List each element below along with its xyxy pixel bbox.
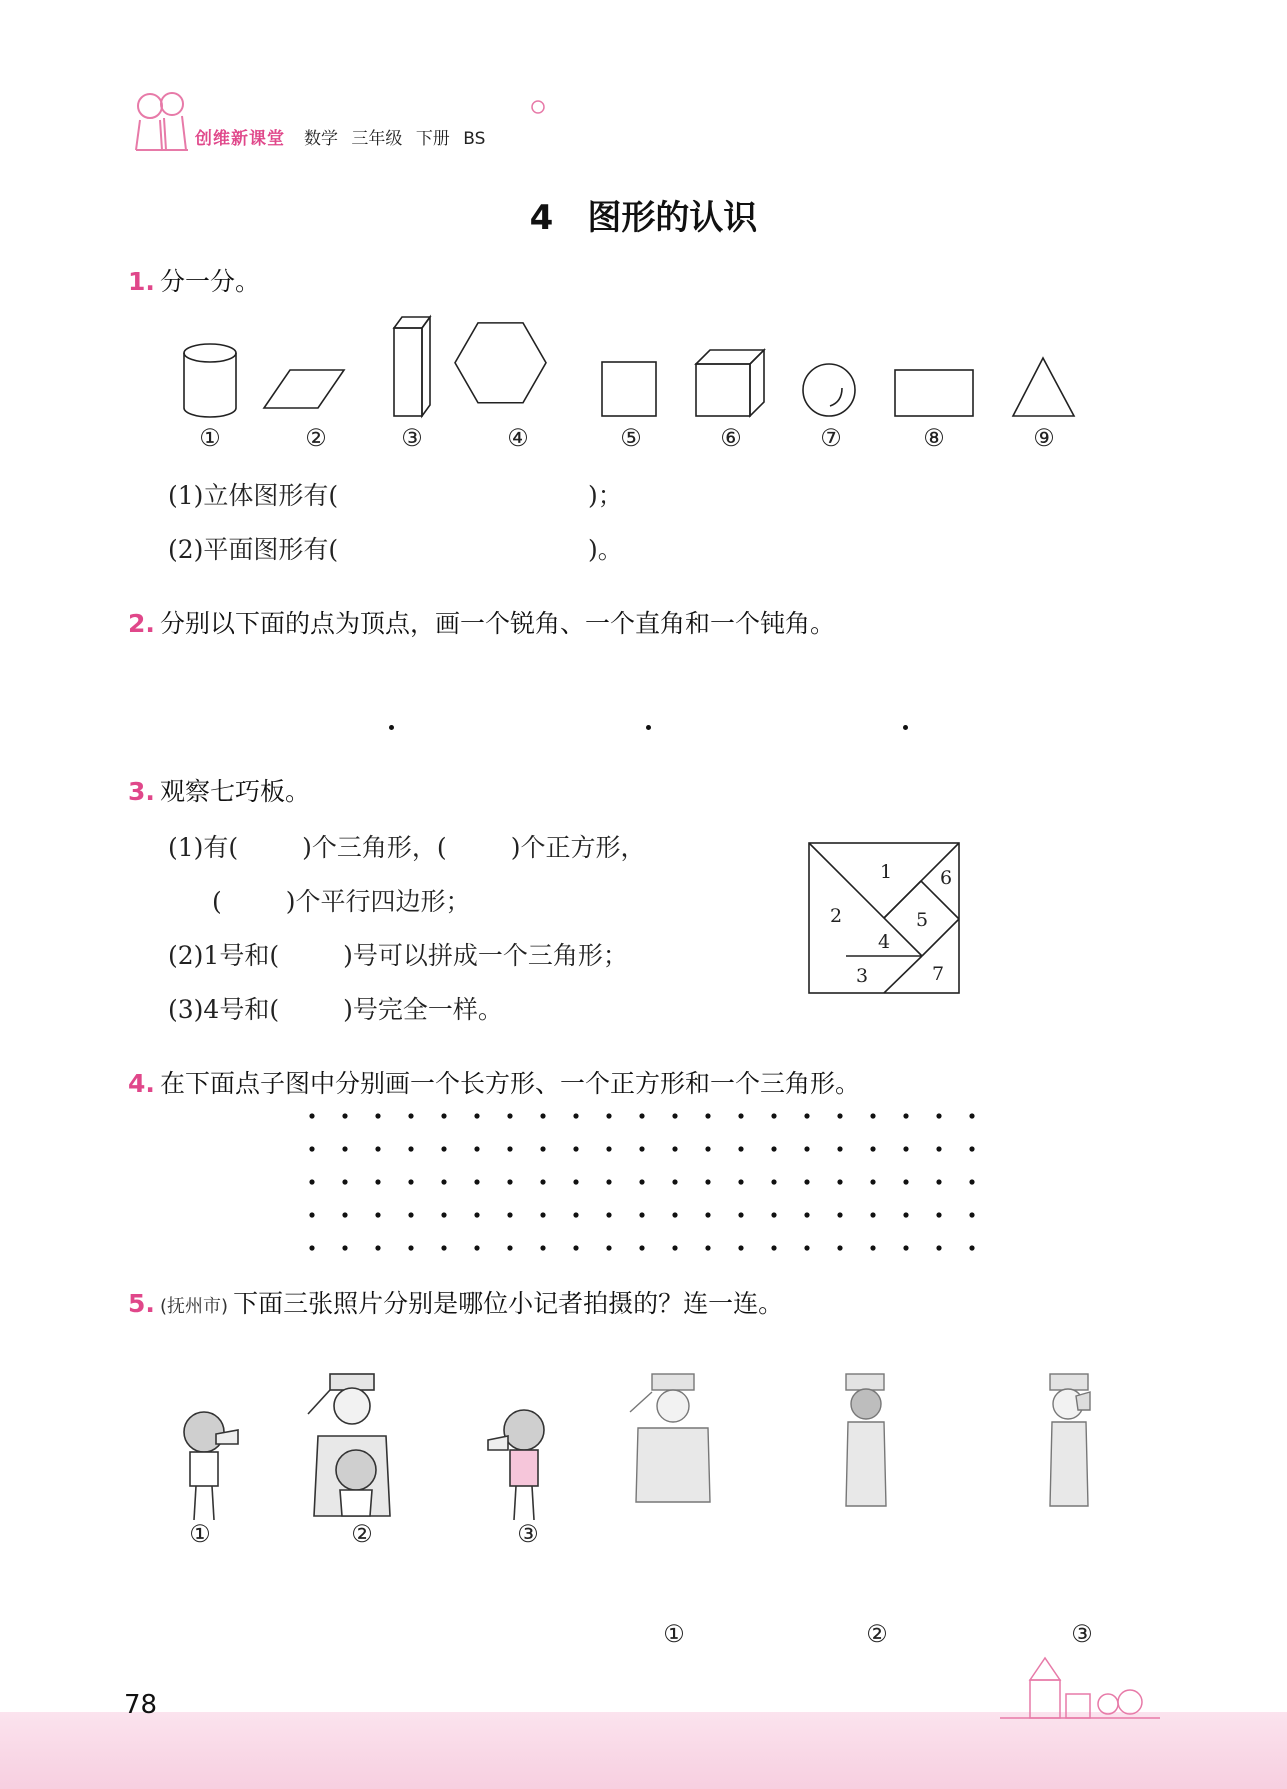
grid-dot[interactable] [738, 1179, 743, 1184]
grid-dot[interactable] [936, 1146, 941, 1151]
grid-dot[interactable] [672, 1146, 677, 1151]
grid-dot[interactable] [771, 1245, 776, 1250]
grid-dot[interactable] [408, 1113, 413, 1118]
shape-label: ③ [401, 424, 423, 452]
tangram-label: 1 [880, 861, 893, 883]
flower-decoration-icon [528, 98, 548, 116]
grid-dot[interactable] [573, 1146, 578, 1151]
grid-dot[interactable] [507, 1146, 512, 1151]
question-text: 分别以下面的点为顶点，画一个锐角、一个直角和一个钝角。 [160, 609, 836, 638]
q1-sub2-prompt: (2)平面图形有( [168, 535, 339, 564]
tall-cuboid-shape [394, 317, 430, 416]
grid-dot[interactable] [606, 1179, 611, 1184]
grid-dot[interactable] [309, 1113, 314, 1118]
cylinder-shape [184, 344, 236, 417]
grid-dot[interactable] [738, 1245, 743, 1250]
grid-dot[interactable] [903, 1146, 908, 1151]
grid-dot[interactable] [771, 1212, 776, 1217]
grid-dot[interactable] [606, 1245, 611, 1250]
grid-dot[interactable] [441, 1179, 446, 1184]
grid-dot[interactable] [474, 1113, 479, 1118]
question-number: 1. [128, 267, 155, 296]
grid-dot[interactable] [738, 1212, 743, 1217]
grid-dot[interactable] [441, 1245, 446, 1250]
q1-sub1-prompt: (1)立体图形有( [168, 481, 339, 510]
header-brand: 创维新课堂 [195, 129, 285, 149]
question-text: 在下面点子图中分别画一个长方形、一个正方形和一个三角形。 [160, 1069, 861, 1098]
q1-answer-blank-plane[interactable] [382, 532, 584, 562]
tangram-label: 7 [932, 963, 945, 985]
grid-dot[interactable] [738, 1113, 743, 1118]
square-shape [602, 362, 656, 416]
page-number: 78 [124, 1690, 158, 1720]
grid-dot[interactable] [804, 1113, 809, 1118]
grid-dot[interactable] [408, 1179, 413, 1184]
grid-dot[interactable] [903, 1245, 908, 1250]
photo-2-figure[interactable] [836, 1370, 896, 1510]
grid-dot[interactable] [903, 1113, 908, 1118]
grid-dot[interactable] [540, 1212, 545, 1217]
reporter-label: ① [189, 1520, 211, 1548]
grid-dot[interactable] [936, 1245, 941, 1250]
hexagon-shape [455, 323, 546, 403]
reporter-label: ② [351, 1520, 373, 1548]
grid-dot[interactable] [639, 1179, 644, 1184]
grid-dot[interactable] [837, 1179, 842, 1184]
question-number: 2. [128, 609, 155, 638]
grid-dot[interactable] [375, 1245, 380, 1250]
question-number: 3. [128, 777, 155, 806]
grid-dot[interactable] [639, 1113, 644, 1118]
header-edition: BS [463, 129, 486, 149]
grid-dot[interactable] [837, 1113, 842, 1118]
grid-dot[interactable] [474, 1179, 479, 1184]
grid-dot[interactable] [705, 1179, 710, 1184]
grid-dot[interactable] [540, 1179, 545, 1184]
grid-dot[interactable] [408, 1245, 413, 1250]
shape-label: ⑦ [820, 424, 842, 452]
grid-dot[interactable] [936, 1179, 941, 1184]
grid-dot[interactable] [771, 1113, 776, 1118]
grid-dot[interactable] [639, 1245, 644, 1250]
reporter-1-figure [172, 1404, 244, 1524]
grid-dot[interactable] [573, 1245, 578, 1250]
footer-band [0, 1712, 1287, 1789]
grid-dot[interactable] [705, 1113, 710, 1118]
grid-dot[interactable] [870, 1146, 875, 1151]
grid-dot[interactable] [936, 1212, 941, 1217]
photo-1-figure[interactable] [624, 1370, 720, 1504]
grid-dot[interactable] [672, 1179, 677, 1184]
q3-line2: ( )个平行四边形； [212, 887, 471, 916]
grid-dot[interactable] [309, 1245, 314, 1250]
grid-dot[interactable] [672, 1245, 677, 1250]
grid-dot[interactable] [969, 1146, 974, 1151]
shape-label: ④ [507, 424, 529, 452]
grid-dot[interactable] [672, 1113, 677, 1118]
shape-label: ⑧ [923, 424, 945, 452]
grid-dot[interactable] [969, 1212, 974, 1217]
grid-dot[interactable] [606, 1146, 611, 1151]
question-text: 分一分。 [160, 267, 261, 296]
grid-dot[interactable] [837, 1245, 842, 1250]
header-info [304, 124, 493, 149]
grid-dot[interactable] [738, 1146, 743, 1151]
cube-shape [696, 350, 764, 416]
grid-dot[interactable] [342, 1245, 347, 1250]
grid-dot[interactable] [309, 1212, 314, 1217]
grid-dot[interactable] [375, 1179, 380, 1184]
grid-dot[interactable] [705, 1212, 710, 1217]
header-volume: 下册 [415, 129, 450, 149]
grid-dot[interactable] [672, 1212, 677, 1217]
grid-dot[interactable] [507, 1212, 512, 1217]
q1-answer-blank-solid[interactable] [382, 478, 584, 508]
grid-dot[interactable] [771, 1179, 776, 1184]
grid-dot[interactable] [375, 1212, 380, 1217]
grid-dot[interactable] [507, 1179, 512, 1184]
grid-dot[interactable] [969, 1179, 974, 1184]
photo-label: ② [866, 1620, 888, 1648]
grid-dot[interactable] [474, 1245, 479, 1250]
question-text: 下面三张照片分别是哪位小记者拍摄的？连一连。 [233, 1289, 784, 1318]
grid-dot[interactable] [870, 1212, 875, 1217]
grid-dot[interactable] [705, 1146, 710, 1151]
photo-3-figure[interactable] [1040, 1370, 1100, 1510]
shape-label: ⑤ [620, 424, 642, 452]
question-source: (抚州市) [160, 1296, 229, 1317]
header-subject: 数学 [304, 129, 338, 149]
header-mascot-icon [126, 86, 196, 156]
grid-dot[interactable] [837, 1212, 842, 1217]
shape-label: ⑥ [720, 424, 742, 452]
grid-dot[interactable] [573, 1179, 578, 1184]
question-text: 观察七巧板。 [160, 777, 311, 806]
grid-dot[interactable] [441, 1146, 446, 1151]
grid-dot[interactable] [342, 1212, 347, 1217]
question-2 [128, 604, 835, 640]
grid-dot[interactable] [606, 1113, 611, 1118]
grid-dot[interactable] [804, 1212, 809, 1217]
grid-dot[interactable] [375, 1146, 380, 1151]
page-title: 4 图形的认识 [529, 198, 758, 238]
grid-dot[interactable] [540, 1245, 545, 1250]
grid-dot[interactable] [474, 1146, 479, 1151]
shape-label: ② [305, 424, 327, 452]
parallelogram-shape [264, 370, 344, 408]
grid-dot[interactable] [936, 1113, 941, 1118]
grid-dot[interactable] [969, 1113, 974, 1118]
grid-dot[interactable] [441, 1113, 446, 1118]
grid-dot[interactable] [507, 1113, 512, 1118]
rectangle-shape [895, 370, 973, 416]
tangram-label: 2 [830, 905, 843, 927]
dot-grid[interactable] [306, 1110, 996, 1260]
shape-label: ⑨ [1033, 424, 1055, 452]
reporter-3-figure [484, 1404, 564, 1524]
tangram-label: 5 [916, 909, 929, 931]
grid-dot[interactable] [804, 1179, 809, 1184]
question-number: 5. [128, 1289, 155, 1318]
vertex-dot[interactable] [646, 725, 651, 730]
shape-label: ① [199, 424, 221, 452]
q3-line4: (3)4号和( )号完全一样。 [168, 995, 503, 1024]
tangram-label: 4 [878, 931, 891, 953]
grid-dot[interactable] [441, 1212, 446, 1217]
grid-dot[interactable] [507, 1245, 512, 1250]
vertex-dot[interactable] [389, 725, 394, 730]
question-number: 4. [128, 1069, 155, 1098]
q1-sub2-end: )。 [588, 535, 623, 564]
tangram-figure [808, 842, 962, 996]
grid-dot[interactable] [804, 1146, 809, 1151]
reporter-2-figure [300, 1366, 400, 1526]
grid-dot[interactable] [342, 1113, 347, 1118]
grid-dot[interactable] [606, 1212, 611, 1217]
grid-dot[interactable] [573, 1212, 578, 1217]
q1-sub1-end: )； [588, 481, 623, 510]
tangram-label: 3 [856, 965, 869, 987]
grid-dot[interactable] [375, 1113, 380, 1118]
grid-dot[interactable] [804, 1245, 809, 1250]
grid-dot[interactable] [309, 1179, 314, 1184]
tangram-label: 6 [940, 867, 953, 889]
circle-shape [803, 364, 855, 416]
grid-dot[interactable] [837, 1146, 842, 1151]
question-1 [128, 262, 260, 298]
grid-dot[interactable] [342, 1179, 347, 1184]
grid-dot[interactable] [639, 1146, 644, 1151]
vertex-dot[interactable] [903, 725, 908, 730]
q3-line3: (2)1号和( )号可以拼成一个三角形； [168, 941, 628, 970]
grid-dot[interactable] [705, 1245, 710, 1250]
photo-label: ③ [1071, 1620, 1093, 1648]
question-4 [128, 1064, 860, 1100]
triangle-shape [1013, 358, 1074, 416]
grid-dot[interactable] [342, 1146, 347, 1151]
photo-label: ① [663, 1620, 685, 1648]
question-5 [128, 1284, 783, 1320]
grid-dot[interactable] [771, 1146, 776, 1151]
castle-decoration-icon [990, 1650, 1170, 1720]
reporter-label: ③ [517, 1520, 539, 1548]
grid-dot[interactable] [408, 1146, 413, 1151]
q1-shapes-figure [170, 310, 1090, 420]
q3-line1: (1)有( )个三角形，( )个正方形， [168, 833, 646, 862]
grid-dot[interactable] [870, 1179, 875, 1184]
grid-dot[interactable] [969, 1245, 974, 1250]
grid-dot[interactable] [573, 1113, 578, 1118]
grid-dot[interactable] [870, 1245, 875, 1250]
grid-dot[interactable] [540, 1146, 545, 1151]
grid-dot[interactable] [870, 1113, 875, 1118]
grid-dot[interactable] [540, 1113, 545, 1118]
header-grade: 三年级 [351, 129, 403, 149]
grid-dot[interactable] [639, 1212, 644, 1217]
question-3 [128, 772, 310, 808]
grid-dot[interactable] [408, 1212, 413, 1217]
grid-dot[interactable] [309, 1146, 314, 1151]
grid-dot[interactable] [903, 1212, 908, 1217]
grid-dot[interactable] [474, 1212, 479, 1217]
grid-dot[interactable] [903, 1179, 908, 1184]
